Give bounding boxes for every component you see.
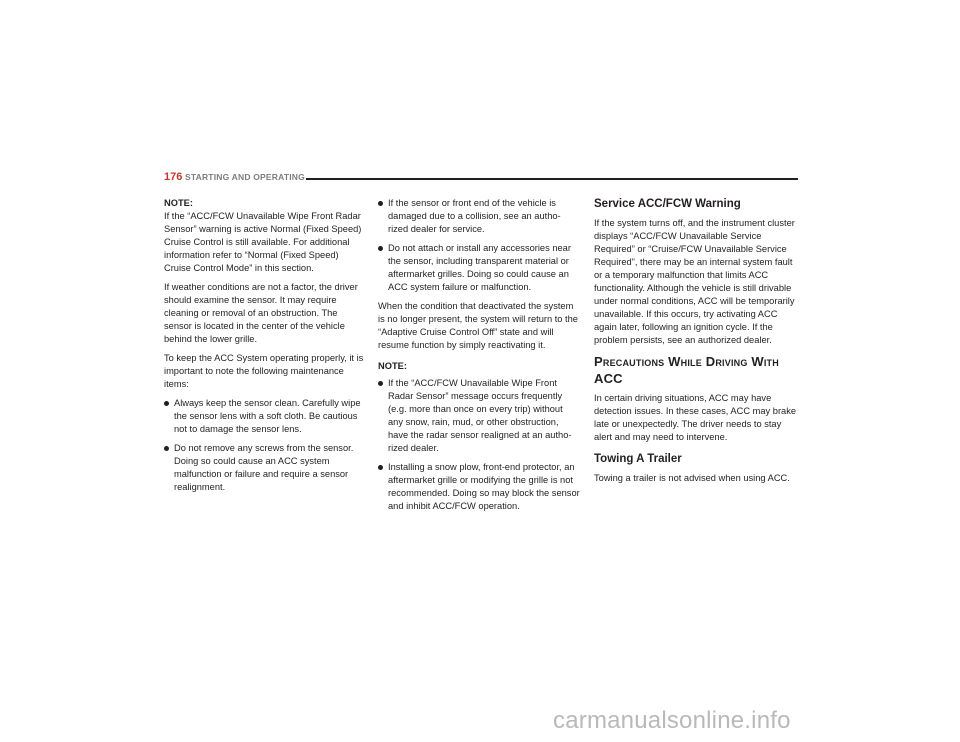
paragraph: When the condition that deactivated the system is no longer present, the system will return to the “Adaptive Cruise Control Off” state and will resume function by simply reactivating it.: [378, 301, 578, 350]
note-list: [378, 377, 580, 513]
list-item: Always keep the sensor clean. Carefully wipe the sensor lens with a soft cloth. Be cautious not to damage the sensor lens.: [164, 397, 364, 436]
section-title: STARTING AND OPERATING: [185, 172, 305, 182]
list-item: Do not attach or install any accessories near the sensor, including transparent material or aftermarket grilles. Doing so could cause an ACC system failure or malfunction.: [378, 242, 580, 294]
bullet-icon: [378, 201, 383, 206]
paragraph: If weather conditions are not a factor, the driver should examine the sensor. It may require cleaning or removal of an obstruction. The sensor is located in the center of the vehicle behind the lower grille.: [164, 282, 358, 344]
column-right: [594, 197, 800, 491]
column-middle: [378, 197, 580, 519]
watermark: carmanualsonline.info: [553, 707, 791, 734]
bullet-icon: [378, 381, 383, 386]
paragraph: Towing a trailer is not advised when using ACC.: [594, 473, 790, 483]
column-left: [164, 197, 364, 500]
bullet-icon: [378, 465, 383, 470]
paragraph: If the system turns off, and the instrument cluster displays “ACC/FCW Unavailable Service Required” or “Cruise/FCW Unavailable Service Required”, there may be an internal system fault or a temporary malfunction that limits ACC functionality. Although the vehicle is still drivable under normal conditions, ACC will be temporarily unavailable. If this occurs, try activating ACC again later, following an ignition cycle. If the problem persists, see an authorized dealer.: [594, 218, 795, 345]
bullet-icon: [378, 246, 383, 251]
heading-service-warning: Service ACC/FCW Warning: [594, 198, 741, 210]
list-item: Installing a snow plow, front-end protector, an aftermarket grille or modifying the grille is not recommended. Doing so may block the sensor and inhibit ACC/FCW operation.: [378, 461, 580, 513]
list-item: If the sensor or front end of the vehicle is damaged due to a collision, see an autho-rized dealer for service.: [378, 197, 580, 236]
paragraph: To keep the ACC System operating properly, it is important to note the following maintenance items:: [164, 353, 364, 389]
bullet-icon: [164, 446, 169, 451]
page-number: 176: [164, 171, 183, 183]
paragraph: If the “ACC/FCW Unavailable Wipe Front Radar Sensor” warning is active Normal (Fixed Speed) Cruise Control is still available. For additional information refer to “Normal (Fixed Speed) Cruise Control Mode” in this section.: [164, 211, 362, 273]
note-label: NOTE:: [164, 198, 193, 208]
note-label: NOTE:: [378, 361, 407, 371]
heading-towing: Towing A Trailer: [594, 453, 682, 465]
list-item: Do not remove any screws from the sensor. Doing so could cause an ACC system malfunction or failure and require a sensor realignment.: [164, 442, 364, 494]
page-header: [164, 170, 798, 186]
paragraph: In certain driving situations, ACC may have detection issues. In these cases, ACC may brake late or unexpectedly. The driver needs to stay alert and may need to intervene.: [594, 393, 797, 442]
bullet-icon: [164, 401, 169, 406]
maintenance-list-continued: [378, 197, 580, 294]
maintenance-list: [164, 397, 364, 494]
header-rule: [306, 178, 798, 180]
heading-precautions: Precautions While Driving With ACC: [594, 354, 779, 386]
list-item: If the “ACC/FCW Unavailable Wipe Front Radar Sensor” message occurs frequently (e.g. more than once on every trip) without any snow, rain, mud, or other obstruction, have the radar sensor realigned at an autho-rized dealer.: [378, 377, 580, 455]
